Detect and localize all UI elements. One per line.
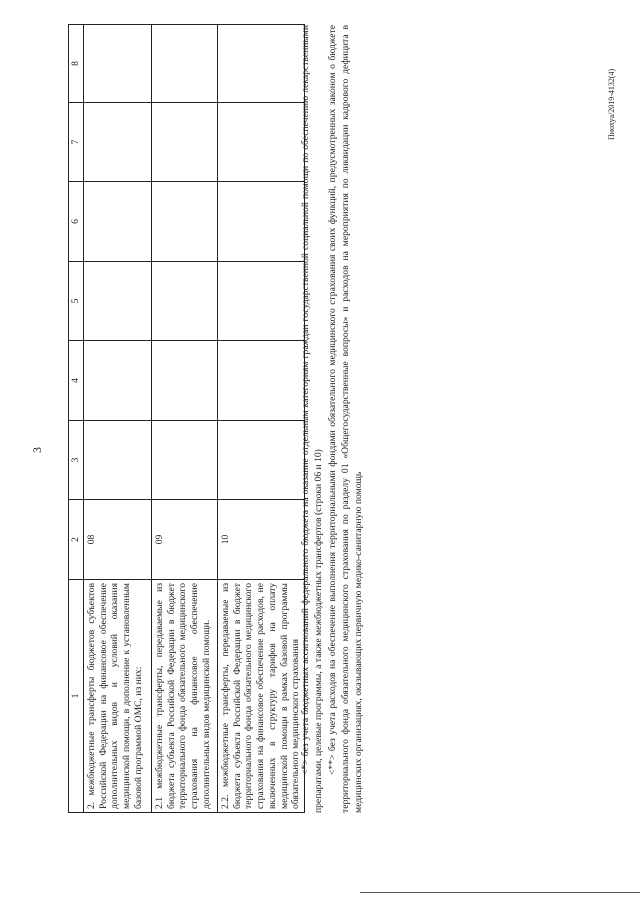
row-name-cell: 2. межбюджетные трансферты бюджетов субъектов Российской Федерации на финансовое обеспечение дополнительных видов и условий оказания медицинской помощи, в дополнение к установленным базовой программой ОМС, из них:	[84, 580, 152, 813]
empty-cell	[84, 421, 152, 500]
empty-cell	[84, 262, 152, 341]
header-cell: 1	[69, 580, 84, 813]
empty-cell	[84, 25, 152, 103]
page-number: 3	[30, 447, 44, 453]
data-table	[68, 24, 305, 813]
empty-cell	[152, 103, 218, 182]
row-name-cell: 2.1 межбюджетные трансферты, передаваемые из бюджета субъекта Российской Федерации в бюджет территориального фонда обязательного медицинского страхования на финансовое обеспечение дополнительных видов медицинской помощи.	[152, 580, 218, 813]
header-cell: 8	[69, 25, 84, 103]
footnote-2: <**> без учета расходов на обеспечение выполнения территориальными фондами обязательного медицинского страхования своих функций, предусмотренных законом о бюджете территориального фонда обязательного медицинского страхования по разделу 01 «Общегосударственные вопросы» и расходов на мероприятия по ликвидации кадрового дефицита в медицинских организациях, оказывающих первичную медико-санитарную помощь	[327, 25, 364, 813]
empty-cell	[84, 341, 152, 421]
header-cell: 5	[69, 262, 84, 341]
empty-cell	[218, 103, 305, 182]
empty-cell	[218, 341, 305, 421]
row-code-cell: 10	[218, 500, 305, 580]
table-row	[84, 25, 152, 813]
document-code: Пиохуа/2019-4132(4)	[607, 68, 616, 140]
table-row	[218, 25, 305, 813]
empty-cell	[218, 25, 305, 103]
row-name-cell: 2.2. межбюджетные трансферты, передаваемые из бюджета субъекта Российской Федерации в бюджет территориального фонда обязательного медицинского страхования на финансовое обеспечение расходов, не включенных в структуру тарифов на оплату медицинской помощи в рамках базовой программы обязательного медицинского страхования	[218, 580, 305, 813]
empty-cell	[218, 421, 305, 500]
table-header-row	[69, 25, 84, 813]
header-cell: 6	[69, 182, 84, 262]
header-cell: 7	[69, 103, 84, 182]
header-cell: 4	[69, 341, 84, 421]
empty-cell	[218, 182, 305, 262]
row-code-cell: 09	[152, 500, 218, 580]
empty-cell	[84, 103, 152, 182]
empty-cell	[152, 182, 218, 262]
empty-cell	[152, 421, 218, 500]
empty-cell	[152, 341, 218, 421]
empty-cell	[84, 182, 152, 262]
empty-cell	[218, 262, 305, 341]
table-row	[152, 25, 218, 813]
footnote-1: <*> без учета бюджетных ассигнований федерального бюджета на оказание отдельным категориям граждан государственной социальной помощи по обеспечению лекарственными препаратами, целевые программы, а также межбюджетных трансфертов (строки 06 и 10)	[300, 25, 324, 813]
empty-cell	[152, 25, 218, 103]
row-code-cell: 08	[84, 500, 152, 580]
page-bottom-rule	[360, 892, 640, 893]
header-cell: 2	[69, 500, 84, 580]
empty-cell	[152, 262, 218, 341]
header-cell: 3	[69, 421, 84, 500]
footnotes	[300, 25, 367, 813]
